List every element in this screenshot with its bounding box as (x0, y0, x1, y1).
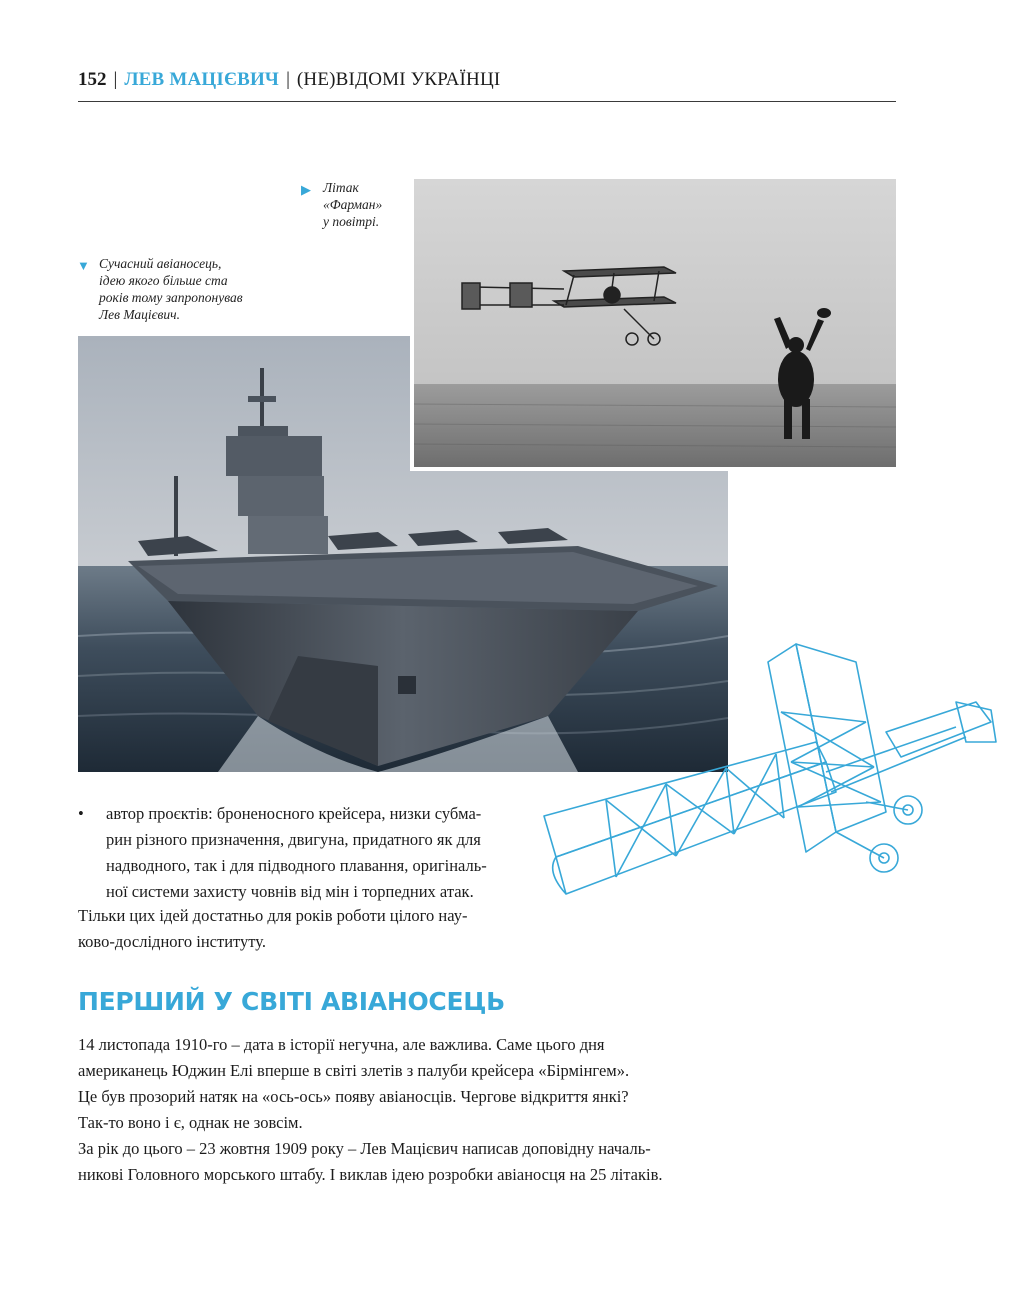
paragraph-institute (78, 903, 523, 955)
bullet-text (106, 801, 523, 905)
paragraph-line: американець Юджин Елі вперше в світі злетів з палуби крейсера «Бірмінгем». (78, 1061, 630, 1080)
page-number: 152 (78, 69, 107, 90)
caption-line: ідею якого більше ста (99, 273, 228, 288)
carrier-photo-caption (77, 255, 269, 323)
bullet-text-line: рин різного призначення, двигуна, придатного як для (106, 830, 481, 849)
paragraph-line: Так-то воно і є, однак не зовсім. (78, 1113, 303, 1132)
bullet-text-line: ної системи захисту човнів від мін і торпедних атак. (106, 882, 474, 901)
biplane-sketch-illustration (536, 632, 1004, 942)
caption-line: Сучасний авіаносець, (99, 256, 222, 271)
caption-line: «Фарман» (323, 197, 383, 212)
farman-plane-photo (410, 175, 900, 471)
bullet-list-item (78, 801, 523, 905)
plane-photo-caption (301, 179, 413, 230)
bullet-text-line: автор проєктів: броненосного крейсера, низки субма- (106, 804, 482, 823)
bullet-text-line: надводного, так і для підводного плавання, оригіналь- (106, 856, 487, 875)
paragraph-birmingham (78, 1032, 720, 1136)
paragraph-line: За рік до цього – 23 жовтня 1909 року – Лев Мацієвич написав доповідну началь- (78, 1139, 651, 1158)
paragraph-line: Тільки цих ідей достатньо для років роботи цілого нау- (78, 906, 468, 925)
header-separator-2: | (286, 69, 290, 90)
paragraph-line: 14 листопада 1910-го – дата в історії негучна, але важлива. Саме цього дня (78, 1035, 605, 1054)
caption-line: років тому запропонував (99, 290, 243, 305)
paragraph-line: никові Головного морського штабу. І виклав ідею розробки авіаносця на 25 літаків. (78, 1165, 663, 1184)
paragraph-report (78, 1136, 720, 1188)
running-header (78, 66, 896, 102)
header-series: (НЕ)ВІДОМІ УКРАЇНЦІ (296, 69, 501, 90)
paragraph-line: Це був прозорий натяк на «ось-ось» появу авіаносців. Чергове відкриття янкі? (78, 1087, 629, 1106)
caption-line: Лев Мацієвич. (99, 307, 180, 322)
caption-right-triangle-icon: ▶ (301, 182, 311, 197)
bullet-marker: • (78, 804, 84, 823)
section-heading: ПЕРШИЙ У СВІТІ АВІАНОСЕЦЬ (78, 987, 505, 1016)
header-separator: | (113, 69, 118, 90)
header-author: ЛЕВ МАЦІЄВИЧ (124, 69, 280, 90)
caption-line: у повітрі. (323, 214, 380, 229)
paragraph-line: ково-дослідного інституту. (78, 932, 266, 951)
caption-line: Літак (323, 180, 359, 195)
caption-down-triangle-icon: ▼ (77, 258, 90, 273)
